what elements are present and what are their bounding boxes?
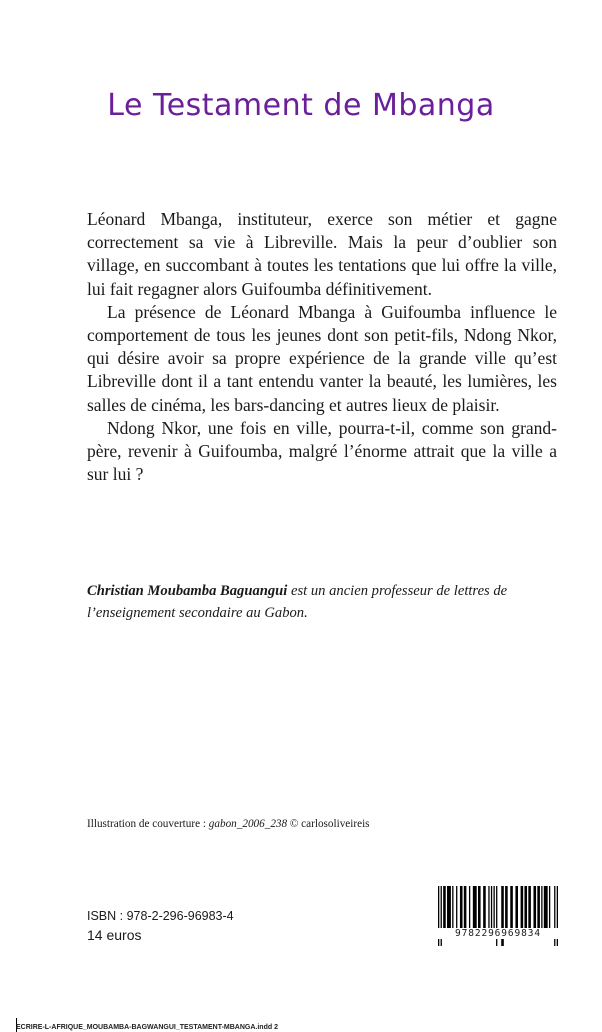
author-bio — [87, 580, 563, 624]
barcode-bar — [443, 886, 446, 928]
barcode-bar — [549, 886, 550, 928]
illustration-rights: © carlosoliveireis — [287, 818, 370, 830]
barcode-bar — [488, 886, 489, 928]
barcode-bar — [541, 886, 542, 928]
barcode-bar — [447, 886, 451, 928]
barcode-bar — [469, 886, 470, 928]
barcode-bar — [544, 886, 548, 928]
blurb-paragraph-3: Ndong Nkor, une fois en ville, pourra-t-il, comme son grand-père, revenir à Guifoumba, malgré l’énorme attrait que la ville a sur lui ? — [87, 417, 557, 485]
back-cover-blurb — [87, 208, 557, 486]
barcode-bar — [493, 886, 494, 928]
barcode-digits: 9782296969834 — [436, 928, 560, 939]
barcode-bar — [483, 886, 486, 928]
barcode-bar — [524, 886, 527, 928]
barcode-bar — [533, 886, 536, 928]
blurb-paragraph-1: Léonard Mbanga, instituteur, exerce son métier et gagne correctement sa vie à Libreville. Mais la peur d’oublier son village, en succombant à toutes les tentations que lui offre la ville, lui fait regagner alors Guifoumba définitivement. — [87, 209, 557, 299]
author-bio-text: est un ancien professeur de lettres de l’enseignement secondaire au Gabon. — [87, 583, 508, 621]
barcode-bar — [452, 886, 453, 928]
barcode-bar — [473, 886, 477, 928]
price-text: 14 euros — [87, 927, 142, 943]
illustration-label: Illustration de couverture : — [87, 818, 209, 830]
barcode-bar — [505, 886, 508, 928]
barcode-bar — [537, 886, 540, 928]
print-slug: ECRIRE-L-AFRIQUE_MOUBAMBA-BAGWANGUI_TESTAMENT-MBANGA.indd 2 — [16, 1024, 278, 1031]
blurb-paragraph-2: La présence de Léonard Mbanga à Guifoumba influence le comportement de tous les jeunes dont son petit-fils, Ndong Nkor, qui désire avoir sa propre expérience de la grande ville qu’est Libreville dont il a tant entendu vanter la beauté, les lumières, les salles de cinéma, les bars-dancing et autres lieux de plaisir. — [87, 301, 557, 415]
barcode-bar — [510, 886, 513, 928]
illustration-code: gabon_2006_238 — [208, 818, 288, 830]
author-name: Christian Moubamba Baguangui — [87, 583, 288, 599]
barcode-bar — [521, 886, 524, 928]
barcode-bar — [491, 886, 492, 928]
barcode-bar — [478, 886, 481, 928]
barcode-bar — [515, 886, 518, 928]
barcode-bar — [464, 886, 467, 928]
illustration-credit — [87, 818, 507, 830]
barcode-bar — [528, 886, 531, 928]
book-title: Le Testament de Mbanga — [107, 88, 495, 123]
barcode-bar — [460, 886, 463, 928]
barcode-bar — [456, 886, 457, 928]
isbn-text: ISBN : 978-2-296-96983-4 — [87, 909, 234, 923]
